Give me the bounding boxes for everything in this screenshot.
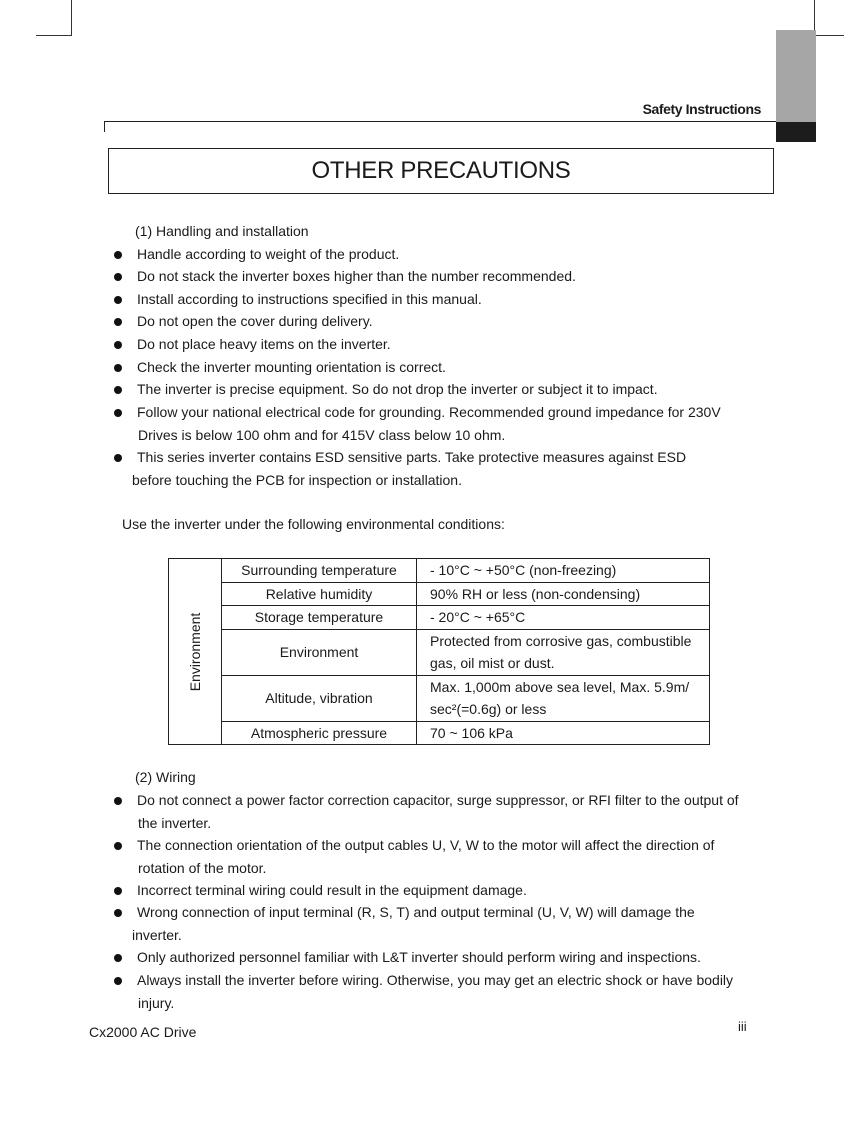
- page-title: OTHER PRECAUTIONS: [311, 157, 571, 184]
- list-item: Only authorized personnel familiar with L&T inverter should perform wiring and inspections.: [110, 946, 790, 969]
- bullet-icon: [114, 909, 122, 917]
- list-item: Incorrect terminal wiring could result in the equipment damage.: [110, 879, 790, 902]
- section-tab-grey: [776, 30, 816, 123]
- table-row: [169, 675, 710, 721]
- table-row: [169, 606, 710, 630]
- page-title-box: [108, 148, 774, 194]
- bullet-icon: [114, 296, 122, 304]
- bullet-icon: [114, 954, 122, 962]
- environment-table: [168, 558, 710, 745]
- bullet-icon: [114, 409, 122, 417]
- bullet-icon: [114, 797, 122, 805]
- table-cell-label: Relative humidity: [222, 582, 417, 606]
- bullet-icon: [114, 251, 122, 259]
- table-cell-value: 90% RH or less (non-condensing): [417, 582, 710, 606]
- table-cell-label: Surrounding temperature: [222, 559, 417, 583]
- list-item: Check the inverter mounting orientation is correct.: [110, 356, 790, 379]
- list-item: The connection orientation of the output cables U, V, W to the motor will affect the direction of rotation of the motor.: [110, 834, 790, 879]
- list-item: Install according to instructions specified in this manual.: [110, 288, 790, 311]
- list-item: Do not open the cover during delivery.: [110, 310, 790, 333]
- table-cell-value: Max. 1,000m above sea level, Max. 5.9m/ sec²(=0.6g) or less: [417, 675, 710, 721]
- bullet-icon: [114, 454, 122, 462]
- table-cell-label: Storage temperature: [222, 606, 417, 630]
- bullet-icon: [114, 341, 122, 349]
- table-cell-label: Environment: [222, 629, 417, 675]
- list-item: The inverter is precise equipment. So do not drop the inverter or subject it to impact.: [110, 378, 790, 401]
- section-tab-black: [776, 122, 816, 142]
- table-cell-value: Protected from corrosive gas, combustible gas, oil mist or dust.: [417, 629, 710, 675]
- bullet-icon: [114, 386, 122, 394]
- table-cell-value: 70 ~ 106 kPa: [417, 721, 710, 745]
- running-header: Safety Instructions: [642, 101, 761, 117]
- list-item: Wrong connection of input terminal (R, S, T) and output terminal (U, V, W) will damage the inverter.: [110, 901, 790, 946]
- env-intro: Use the inverter under the following environmental conditions:: [122, 516, 505, 532]
- bullet-icon: [114, 318, 122, 326]
- header-rule-tick: [104, 121, 105, 132]
- bullet-icon: [114, 977, 122, 985]
- list-item: Do not stack the inverter boxes higher than the number recommended.: [110, 265, 790, 288]
- wiring-heading: (2) Wiring: [135, 769, 196, 785]
- list-item: Do not place heavy items on the inverter.: [110, 333, 790, 356]
- list-item: Do not connect a power factor correction capacitor, surge suppressor, or RFI filter to the output of the inverter.: [110, 789, 790, 834]
- table-row: [169, 582, 710, 606]
- table-row: [169, 559, 710, 583]
- crop-mark-top-left-v: [71, 0, 72, 36]
- table-cell-value: - 10°C ~ +50°C (non-freezing): [417, 559, 710, 583]
- environment-side-cell: [169, 559, 222, 745]
- handling-heading: (1) Handling and installation: [135, 223, 309, 239]
- header-rule: [104, 121, 776, 122]
- crop-mark-top-left-h: [36, 35, 72, 36]
- bullet-icon: [114, 842, 122, 850]
- list-item: Follow your national electrical code for grounding. Recommended ground impedance for 230V Drives is below 100 ohm and for 415V class below 10 ohm.: [110, 401, 790, 446]
- list-item: This series inverter contains ESD sensitive parts. Take protective measures against ESD before touching the PCB for inspection or installation.: [110, 446, 790, 491]
- table-cell-value: - 20°C ~ +65°C: [417, 606, 710, 630]
- bullet-icon: [114, 364, 122, 372]
- list-item: Always install the inverter before wiring. Otherwise, you may get an electric shock or have bodily injury.: [110, 969, 790, 1014]
- table-cell-label: Altitude, vibration: [222, 675, 417, 721]
- table-row: [169, 721, 710, 745]
- environment-side-label: Environment: [187, 612, 203, 691]
- bullet-icon: [114, 887, 122, 895]
- footer-product: Cx2000 AC Drive: [89, 1024, 197, 1040]
- page-number: iii: [738, 1019, 747, 1034]
- table-row: [169, 629, 710, 675]
- bullet-icon: [114, 273, 122, 281]
- table-cell-label: Atmospheric pressure: [222, 721, 417, 745]
- crop-mark-top-right-h: [814, 35, 844, 36]
- list-item: Handle according to weight of the product.: [110, 243, 790, 266]
